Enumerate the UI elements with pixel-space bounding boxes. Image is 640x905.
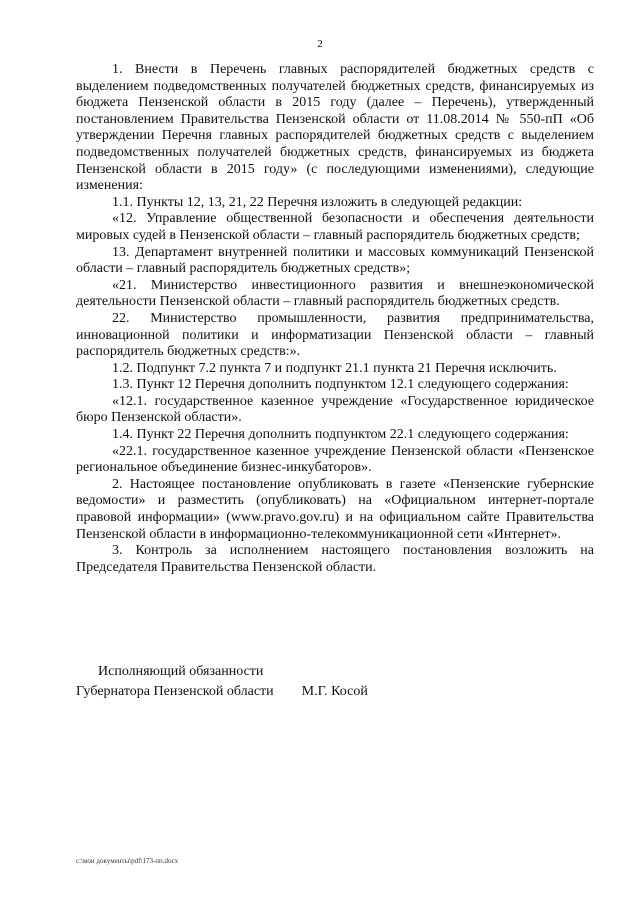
paragraph-1-1: 1.1. Пункты 12, 13, 21, 22 Перечня изложить в следующей редакции: [112, 194, 523, 210]
paragraph-item-22-1: «22.1. государственное казенное учреждение Пензенской области «Пензенское региональное объединение бизнес-инкубаторов». [76, 443, 594, 476]
paragraph-item-13: 13. Департамент внутренней политики и массовых коммуникаций Пензенской области – главный распорядитель бюджетных средств»; [76, 244, 594, 277]
document-body [76, 62, 594, 576]
paragraph-item-12-1: «12.1. государственное казенное учреждение «Государственное юридическое бюро Пензенской области». [76, 393, 594, 426]
signature-row [76, 682, 476, 702]
page-number: 2 [317, 38, 323, 50]
signature-name: М.Г. Косой [301, 684, 368, 699]
signature-block [76, 662, 476, 702]
paragraph-item-12: «12. Управление общественной безопасности и обеспечения деятельности мировых судей в Пензенской области – главный распорядитель бюджетных средств; [76, 211, 594, 243]
paragraph-1: 1. Внести в Перечень главных распорядителей бюджетных средств с выделением подведомственных получателей бюджетных средств, финансируемых из бюджета Пензенской области в 2015 году (далее – Перечень), утвержденный постановлением Правительства Пензенской области от 11.08.2014 № 550-пП «Об утверждении Перечня главных распорядителей бюджетных средств с выделением подведомственных получателей бюджетных средств, финансируемых из бюджета Пензенской области в 2015 году» (с последующими изменениями), следующие изменения: [76, 62, 594, 194]
paragraph-item-22: 22. Министерство промышленности, развития предпринимательства, инновационной политики и информатизации Пензенской области – главный распорядитель бюджетных средств:». [76, 310, 594, 360]
signature-title: Исполняющий обязанности [98, 664, 264, 679]
signature-position: Губернатора Пензенской области [76, 684, 274, 699]
paragraph-1-2: 1.2. Подпункт 7.2 пункта 7 и подпункт 21.1 пункта 21 Перечня исключить. [112, 360, 557, 376]
paragraph-1-4: 1.4. Пункт 22 Перечня дополнить подпунктом 22.1 следующего содержания: [112, 427, 569, 443]
footer-file-path: c:\мои документы\pdf\173-пп.docx [76, 857, 179, 865]
paragraph-item-21: «21. Министерство инвестиционного развития и внешнеэкономической деятельности Пензенской области – главный распорядитель бюджетных средств. [76, 277, 594, 310]
paragraph-3: 3. Контроль за исполнением настоящего постановления возложить на Председателя Правительства Пензенской области. [76, 543, 594, 575]
paragraph-2: 2. Настоящее постановление опубликовать в газете «Пензенские губернские ведомости» и разместить (опубликовать) на «Официальном интернет-портале правовой информации» (www.pravo.gov.ru) и на официальном сайте Правительства Пензенской области в информационно-телекоммуникационной сети «Интернет». [76, 476, 594, 542]
paragraph-1-3: 1.3. Пункт 12 Перечня дополнить подпунктом 12.1 следующего содержания: [112, 377, 569, 393]
